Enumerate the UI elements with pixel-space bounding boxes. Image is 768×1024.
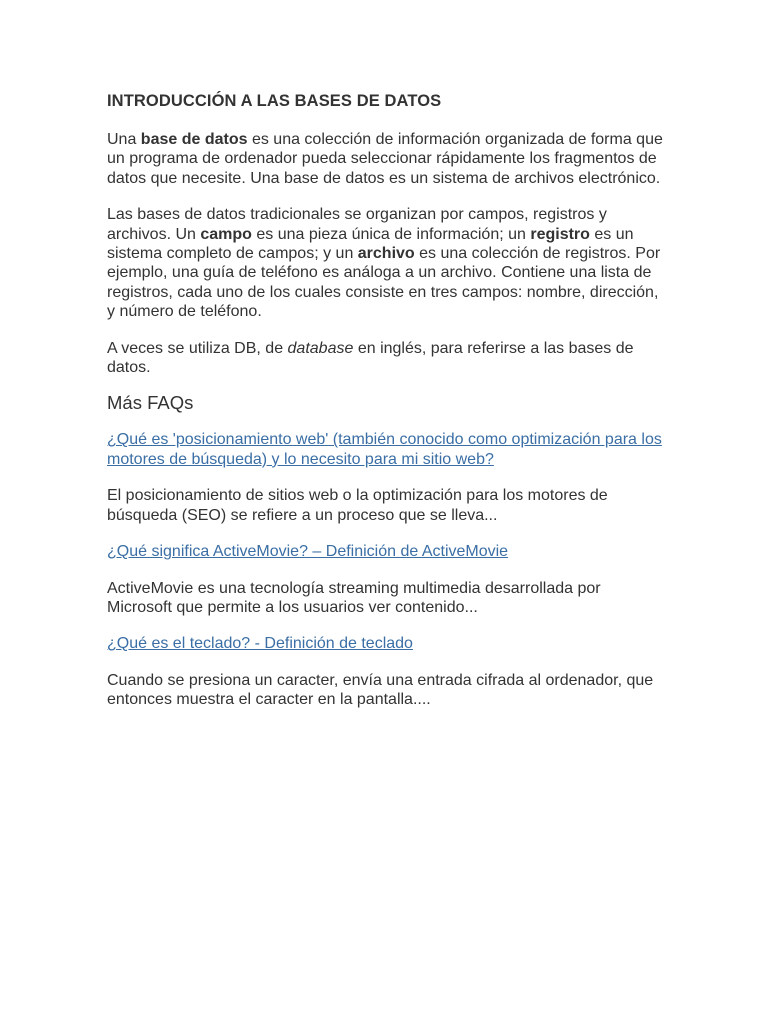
term-database: database [287, 339, 354, 357]
document-page [107, 91, 667, 727]
text-span: A veces se utiliza DB, de [107, 339, 288, 357]
text-span: es una pieza única de información; un [251, 225, 531, 243]
faq-summary-activemovie: ActiveMovie es una tecnología streaming multimedia desarrollada por Microsoft que permite a los usuarios ver contenido... [107, 579, 601, 616]
term-base-de-datos: base de datos [140, 131, 248, 148]
faq-summary-seo: El posicionamiento de sitios web o la optimización para los motores de búsqueda (SEO) se refiere a un proceso que se lleva... [107, 487, 608, 524]
faq-link-activemovie[interactable]: ¿Qué significa ActiveMovie? – Definición de ActiveMovie [107, 543, 509, 561]
text-span: es una colección de registros. Por ejemplo, una guía de teléfono es análoga a un archivo. Contiene una lista de registros, cada uno de los cuales consiste en tres campos: nombre, dirección, y número de teléfono. [107, 245, 661, 321]
term-archivo: archivo [357, 245, 415, 263]
text-span: es un sistema completo de campos; y un [107, 225, 634, 263]
term-registro: registro [530, 225, 590, 243]
text-span: Las bases de datos tradicionales se organizan por campos, registros y archivos. Un [107, 206, 607, 243]
intro-paragraph [107, 130, 667, 188]
page-title: INTRODUCCIÓN A LAS BASES DE DATOS [107, 92, 442, 110]
db-abbreviation-paragraph [107, 339, 667, 378]
structure-paragraph [107, 205, 667, 321]
text-span: en inglés, para referirse a las bases de datos. [107, 339, 634, 377]
faq-link-teclado[interactable]: ¿Qué es el teclado? - Definición de teclado [107, 635, 413, 653]
term-campo: campo [200, 225, 252, 243]
text-span: es una colección de información organizada de forma que un programa de ordenador pueda seleccionar rápidamente los fragmentos de datos que necesite. Una base de datos es un sistema de archivos electrónico. [107, 131, 663, 187]
faq-summary-teclado: Cuando se presiona un caracter, envía una entrada cifrada al ordenador, que entonces muestra el caracter en la pantalla.... [107, 671, 654, 709]
text-span: Una [107, 131, 141, 148]
faqs-heading: Más FAQs [107, 392, 194, 414]
faq-link-seo[interactable]: ¿Qué es 'posicionamiento web' (también conocido como optimización para los motores de búsqueda) y lo necesito para mi sitio web? [107, 431, 662, 468]
